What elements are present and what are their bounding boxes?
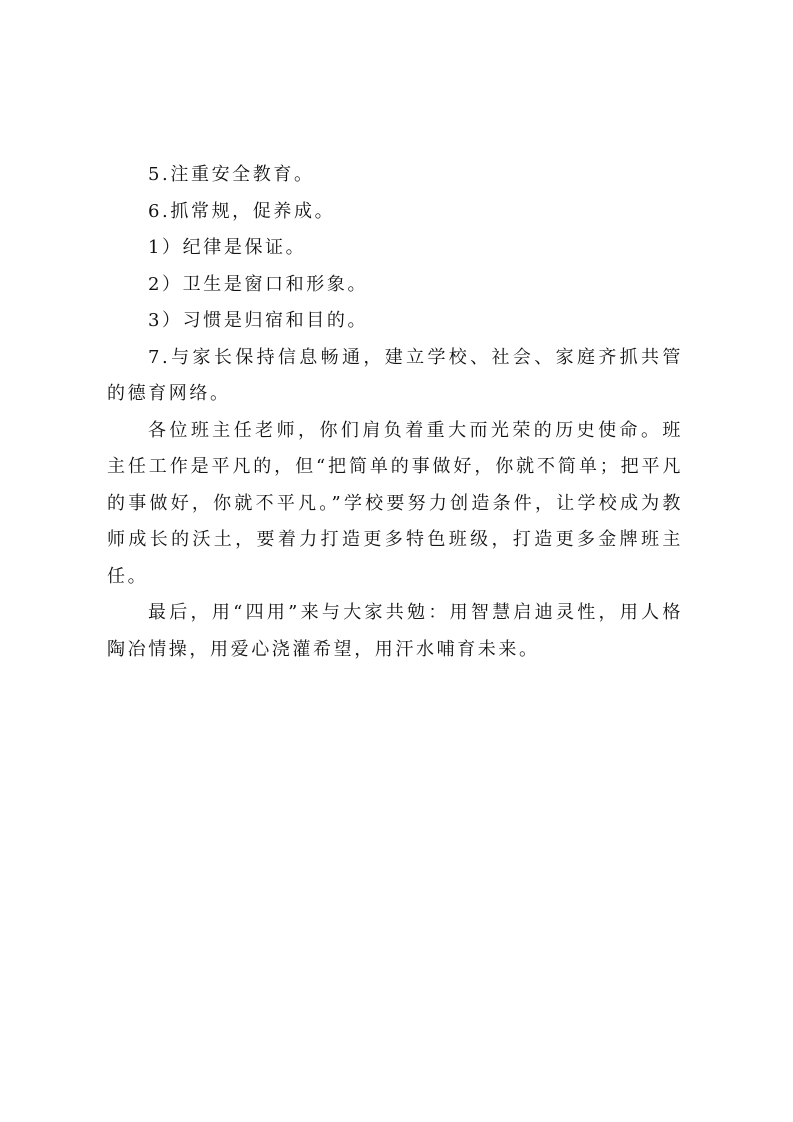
paragraph-item-6: 6.抓常规，促养成。 <box>148 200 336 222</box>
paragraph-item-5: 5.注重安全教育。 <box>148 164 315 185</box>
paragraph-subitem-1: 1）纪律是保证。 <box>148 237 307 258</box>
paragraph-closing: 最后，用“四用”来与大家共勉：用智慧启迪灵性，用人格陶冶情操，用爱心浇灌希望，用汗水哺育未来。 <box>107 602 683 660</box>
document-body <box>107 157 683 668</box>
paragraph-class-teachers: 各位班主任老师，你们肩负着重大而光荣的历史使命。班主任工作是平凡的，但“把简单的事做好，你就不简单；把平凡的事做好，你就不平凡。”学校要努力创造条件，让学校成为教师成长的沃土，要着力打造更多特色班级，打造更多金牌班主任。 <box>107 419 683 587</box>
paragraph-subitem-2: 2）卫生是窗口和形象。 <box>148 273 369 295</box>
paragraph-subitem-3: 3）习惯是归宿和目的。 <box>148 310 369 331</box>
paragraph-item-7: 7.与家长保持信息畅通，建立学校、社会、家庭齐抓共管的德育网络。 <box>107 346 683 404</box>
